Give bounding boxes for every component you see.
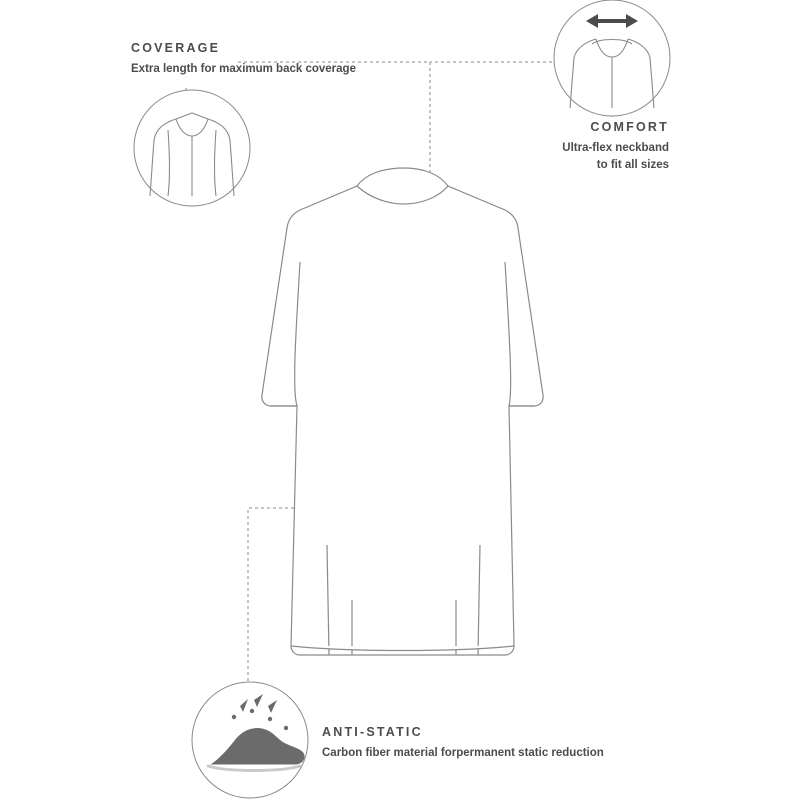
detail-circle-antistatic [192, 682, 308, 798]
callout-comfort [443, 120, 669, 173]
callout-comfort-body-line-2: to fit all sizes [596, 158, 669, 171]
callout-coverage-title: COVERAGE [131, 41, 221, 55]
callout-comfort-body [443, 140, 669, 173]
callout-antistatic [322, 725, 604, 762]
leader-coverage-to-cape [238, 62, 430, 185]
callout-antistatic-title: ANTI-STATIC [322, 725, 423, 739]
callout-antistatic-body: Carbon fiber material forpermanent static reduction [322, 747, 604, 759]
callout-coverage [131, 41, 356, 78]
detail-circle-coverage [134, 90, 250, 206]
detail-circle-comfort [554, 0, 670, 116]
cape-outline [262, 168, 543, 655]
cape-silhouette [262, 168, 543, 655]
callout-comfort-title: COMFORT [590, 120, 669, 134]
callout-comfort-body-line-1: Ultra-flex neckband [562, 142, 669, 154]
callout-coverage-body: Extra length for maximum back coverage [131, 63, 356, 75]
